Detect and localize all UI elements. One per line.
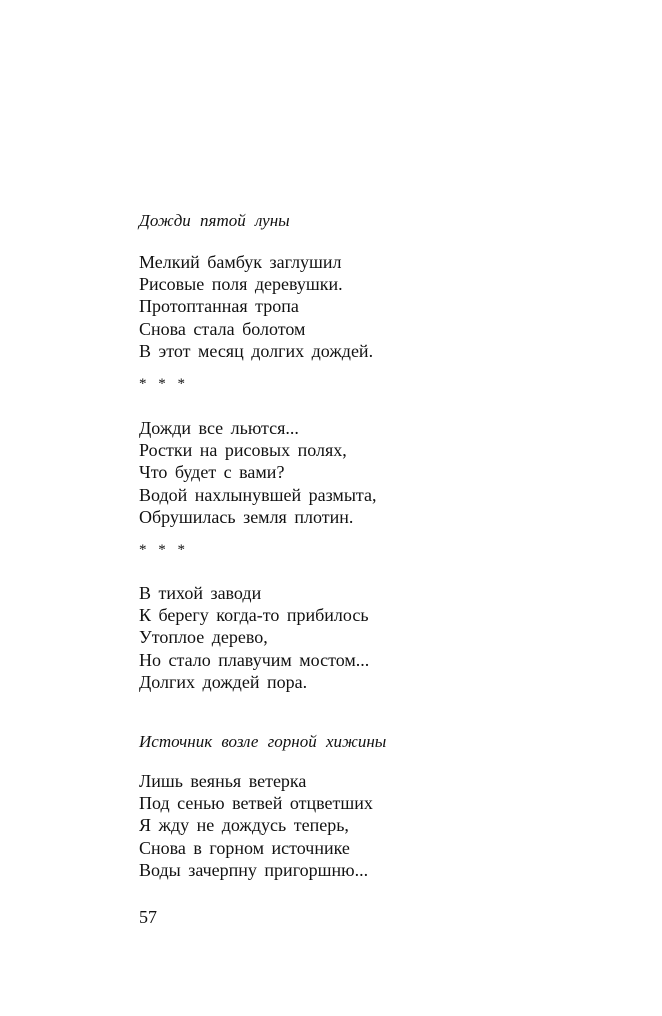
poem-line: Я жду не дождусь теперь, (139, 815, 349, 836)
poem-line: Снова в горном источнике (139, 837, 350, 858)
poem-line: Что будет с вами? (139, 462, 285, 483)
poem-line: Ростки на рисовых полях, (139, 440, 347, 461)
page-number: 57 (139, 907, 157, 927)
poem-title: Источник возле горной хижины (139, 732, 387, 751)
poem-line: Утоплое дерево, (139, 627, 268, 648)
poem-line: Обрушилась земля плотин. (139, 506, 354, 527)
stanza-separator: * * * (139, 542, 186, 558)
poem-line: Долгих дождей пора. (139, 671, 308, 692)
stanza (139, 417, 619, 528)
poem-line: В этот месяц долгих дождей. (139, 340, 374, 361)
stanza (139, 770, 619, 881)
poem-line: Воды зачерпну пригоршню... (139, 859, 369, 880)
poem-line: Водой нахлынувшей размыта, (139, 484, 377, 505)
poem-line: К берегу когда-то прибилось (139, 605, 369, 626)
poem-line: Снова стала болотом (139, 318, 306, 339)
stanza (139, 251, 619, 362)
stanza (139, 582, 619, 693)
poem-line: Мелкий бамбук заглушил (139, 252, 342, 272)
poem-line: Лишь веянья ветерка (139, 771, 307, 791)
poem-line: Под сенью ветвей отцветших (139, 793, 373, 814)
poem-title: Дожди пятой луны (139, 211, 290, 230)
poem-line: Но стало плавучим мостом... (139, 649, 370, 670)
poem-line: Протоптанная тропа (139, 296, 299, 317)
poem-line: Дожди все льются... (139, 418, 299, 438)
stanza-separator: * * * (139, 376, 186, 392)
poem-line: В тихой заводи (139, 583, 262, 603)
poem-line: Рисовые поля деревушки. (139, 274, 343, 295)
